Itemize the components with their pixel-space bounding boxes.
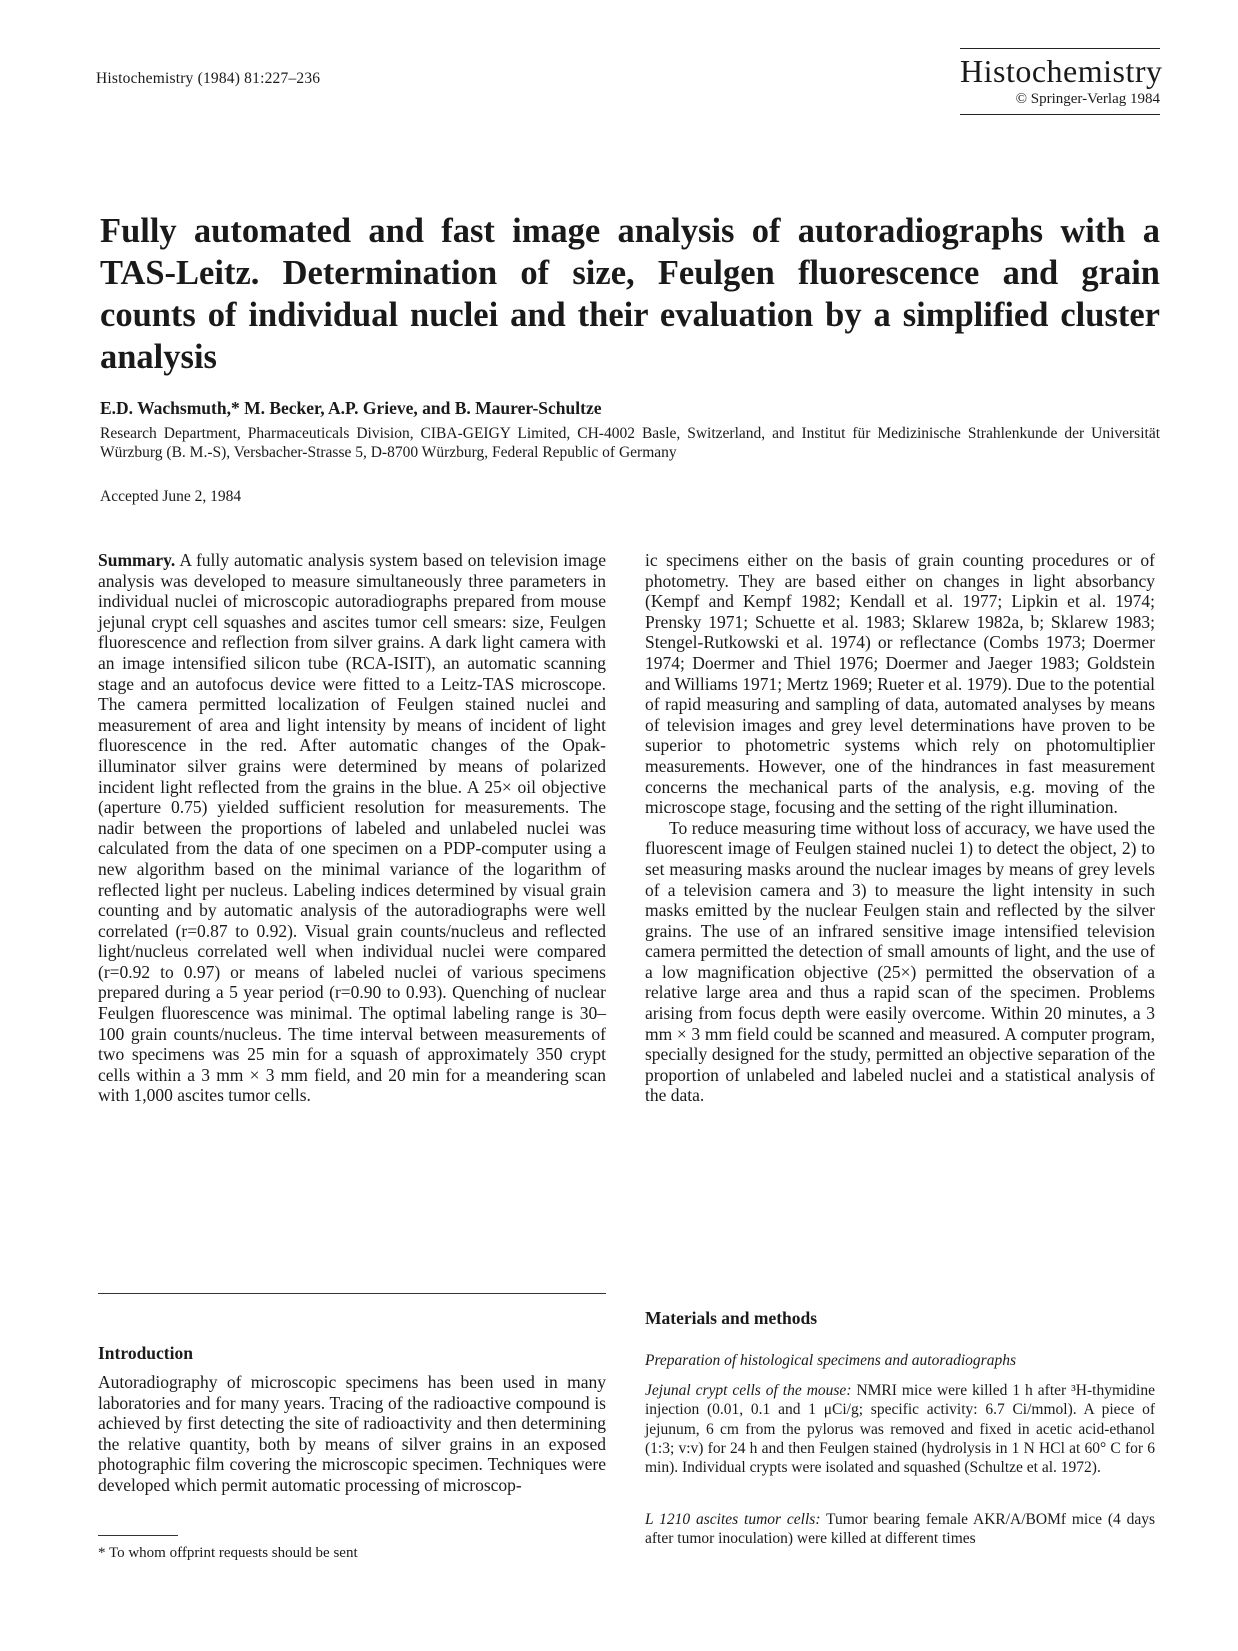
introduction-heading: Introduction [98,1343,193,1363]
running-head: Histochemistry (1984) 81:227–236 [96,70,321,87]
methods-heading: Materials and methods [645,1308,818,1328]
jejunal-label: Jejunal crypt cells of the mouse: [645,1382,852,1399]
l1210-paragraph [645,1510,1155,1549]
jejunal-text: NMRI mice were killed 1 h after ³H-thymidine injection (0.01, 0.1 and 1 μCi/g; specific activity: 6.7 Ci/mmol). A piece of jejunum, 6 cm from the pylorus was removed and fixed in acetic acid-ethanol (1:3; v:v) for 24 h and then Feulgen stained (hydrolysis in 1 N HCl at 60° C for 6 min). Individual crypts were isolated and squashed (Schultze et al. 1972). [645,1382,1155,1477]
l1210-label: L 1210 ascites tumor cells: [645,1511,821,1528]
journal-masthead [960,48,1163,115]
article-title: Fully automated and fast image analysis of autoradiographs with a TAS-Leitz. Determination of size, Feulgen fluorescence and grain counts of individual nuclei and their evaluation by a simplified cluster analysis [100,212,1160,376]
journal-name: Histochemistry [960,53,1163,89]
footnote-divider [98,1535,178,1536]
right-paragraph-2: To reduce measuring time without loss of accuracy, we have used the fluorescent image of Feulgen stained nuclei 1) to detect the object, 2) to set measuring masks around the nuclear images by means of grey levels of a television camera and 3) to measure the light intensity in such masks emitted by the nuclear Feulgen stain and reflected by the silver grains. The use of an infrared sensitive image intensified television camera permitted the detection of small amounts of light, and the use of a low magnification objective (25×) permitted the observation of a relative large area and thus a rapid scan of the specimen. Problems arising from focus depth were easily overcome. Within 20 minutes, a 3 mm × 3 mm field could be scanned and measured. A computer program, specially designed for the study, permitted an objective separation of the proportion of unlabeled and labeled nuclei and a statistical analysis of the data. [645,817,1155,1106]
l1210-text: Tumor bearing female AKR/A/BOMf mice (4 days after tumor inoculation) were killed at different times [645,1511,1155,1548]
right-paragraph-1: ic specimens either on the basis of grain counting procedures or of photometry. They are based either on changes in light absorbancy (Kempf and Kempf 1982; Kendall et al. 1977; Lipkin et al. 1974; Prensky 1971; Schuette et al. 1983; Sklarew 1982a, b; Sklarew 1983; Stengel-Rutkowski et al. 1974) or reflectance (Combs 1973; Doermer 1974; Doermer and Thiel 1976; Doermer and Jaeger 1983; Goldstein and Williams 1971; Mertz 1969; Rueter et al. 1979). Due to the potential of rapid measuring and sampling of data, automated analyses by means of television images and grey level determinations have proven to be superior to photometric systems which rely on photomultiplier measurements. However, one of the hindrances in fast measurement concerns the mechanical parts of the analysis, e.g. moving of the microscope stage, focusing and the setting of the right illumination. [645,550,1155,818]
summary-text: A fully automatic analysis system based on television image analysis was developed to measure simultaneously three parameters in individual nuclei of microscopic autoradiographs prepared from mouse jejunal crypt cell squashes and ascites tumor cell smears: size, Feulgen fluorescence and reflection from silver grains. A dark light camera with an image intensified silicon tube (RCA-ISIT), an automatic scanning stage and an autofocus device were fitted to a Leitz-TAS microscope. The camera permitted localization of Feulgen stained nuclei and measurement of area and light intensity by means of incident of light fluorescence in the red. After automatic changes of the Opak-illuminator silver grains were determined by means of polarized incident light reflected from the grains in the blue. A 25× oil objective (aperture 0.75) yielded sufficient resolution for measurements. The nadir between the proportions of labeled and unlabeled nuclei was calculated from the data of one specimen on a PDP-computer using a new algorithm based on the minimal variance of the logarithm of reflected light per nucleus. Labeling indices determined by visual grain counting and by automatic analysis of the autoradiographs were well correlated (r=0.87 to 0.92). Visual grain counts/nucleus and reflected light/nucleus correlated well when individual nuclei were compared (r=0.92 to 0.97) or means of labeled nuclei of various specimens prepared during a 5 year period (r=0.90 to 0.93). Quenching of nuclear Feulgen fluorescence was minimal. The optimal labeling range is 30–100 grain counts/nucleus. The time interval between measurements of two specimens was 25 min for a squash of approximately 350 crypt cells within a 3 mm × 3 mm field, and 20 min for a meandering scan with 1,000 ascites tumor cells. [98,550,606,1106]
section-divider [98,1293,606,1294]
affiliation: Research Department, Pharmaceuticals Division, CIBA-GEIGY Limited, CH-4002 Basle, Switzerland, and Institut für Medizinische Strahlenkunde der Universität Würzburg (B. M.-S), Versbacher-Strasse 5, D-8700 Würzburg, Federal Republic of Germany [100,425,1160,461]
jejunal-paragraph [645,1381,1155,1477]
accepted-date: Accepted June 2, 1984 [100,488,242,505]
author-list: E.D. Wachsmuth,* M. Becker, A.P. Grieve, and B. Maurer-Schultze [100,398,602,418]
copyright-notice: © Springer-Verlag 1984 [1015,91,1160,107]
summary-section [98,550,606,1106]
introduction-paragraph: Autoradiography of microscopic specimens has been used in many laboratories and for many years. Tracing of the radioactive compound is achieved by first detecting the site of radioactivity and then determining the relative quantity, both by means of silver grains in an exposed photographic film covering the microscopic specimen. Techniques were developed which permit automatic processing of microscop- [98,1372,606,1495]
summary-label: Summary. [98,550,176,570]
right-column-text [645,550,1155,1106]
footnote: * To whom offprint requests should be sent [98,1545,358,1561]
introduction-text [98,1372,606,1496]
methods-subheading: Preparation of histological specimens and autoradiographs [645,1352,1016,1369]
